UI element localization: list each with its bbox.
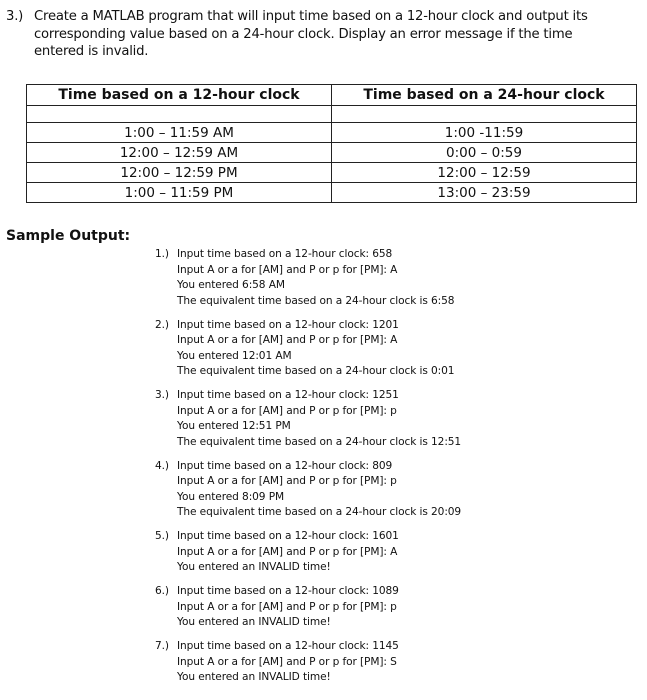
sample-item [155, 584, 635, 631]
problem-number: 3.) [6, 9, 24, 24]
problem-line: entered is invalid. [34, 44, 149, 59]
sample-number: 6.) [155, 585, 169, 597]
sample-item [155, 529, 635, 576]
sample-number: 4.) [155, 459, 169, 472]
table-spacer-row [27, 106, 637, 123]
table-header-row [27, 85, 637, 106]
sample-line: Input A or a for [AM] and P or p for [PM]: A [177, 334, 398, 346]
table-cell: 12:00 – 12:59 PM [27, 163, 332, 183]
sample-item [155, 459, 635, 521]
table-cell [332, 106, 637, 123]
sample-line: Input time based on a 12-hour clock: 1601 [177, 530, 399, 542]
sample-line: The equivalent time based on a 24-hour clock is 6:58 [177, 294, 455, 307]
table-cell: 12:00 – 12:59 AM [27, 143, 332, 163]
sample-line: The equivalent time based on a 24-hour clock is 12:51 [177, 435, 462, 448]
table-cell: 1:00 – 11:59 AM [27, 123, 332, 143]
table-row [27, 123, 637, 143]
sample-line: Input time based on a 12-hour clock: 1145 [177, 640, 399, 652]
sample-line: Input A or a for [AM] and P or p for [PM]: p [177, 600, 397, 613]
table-row [27, 163, 637, 183]
sample-line: Input A or a for [AM] and P or p for [PM]: S [177, 655, 397, 668]
table-cell: 0:00 – 0:59 [332, 143, 637, 163]
sample-line: You entered an INVALID time! [177, 616, 331, 628]
conversion-table [26, 84, 637, 203]
sample-line: You entered 12:51 PM [177, 420, 291, 432]
sample-number: 7.) [155, 640, 169, 652]
table-row [27, 143, 637, 163]
problem-statement [6, 8, 626, 61]
sample-number: 2.) [155, 318, 169, 331]
sample-item [155, 247, 635, 309]
column-header-12-hour: Time based on a 12-hour clock [27, 85, 332, 106]
sample-output-heading: Sample Output: [6, 228, 131, 244]
problem-line: corresponding value based on a 24-hour clock. Display an error message if the time [34, 26, 573, 42]
sample-line: You entered an INVALID time! [177, 671, 331, 683]
sample-number: 3.) [155, 389, 169, 401]
column-header-24-hour: Time based on a 24-hour clock [332, 85, 637, 106]
sample-line: Input A or a for [AM] and P or p for [PM]: A [177, 263, 398, 276]
sample-line: Input time based on a 12-hour clock: 1089 [177, 585, 399, 597]
sample-item [155, 318, 635, 380]
sample-line: Input time based on a 12-hour clock: 658 [177, 248, 393, 260]
sample-line: The equivalent time based on a 24-hour clock is 20:09 [177, 506, 462, 518]
sample-number: 5.) [155, 530, 169, 542]
sample-output-list [155, 247, 635, 694]
sample-item [155, 388, 635, 450]
sample-number: 1.) [155, 248, 169, 260]
sample-line: Input time based on a 12-hour clock: 1201 [177, 318, 399, 331]
sample-line: Input A or a for [AM] and P or p for [PM]: A [177, 545, 398, 558]
sample-line: You entered 8:09 PM [177, 490, 285, 503]
sample-item [155, 639, 635, 686]
table-cell: 13:00 – 23:59 [332, 183, 637, 203]
problem-line [6, 8, 626, 26]
sample-line: You entered 12:01 AM [177, 349, 292, 362]
table-cell: 1:00 – 11:59 PM [27, 183, 332, 203]
table-cell: 1:00 -11:59 [332, 123, 637, 143]
table-cell: 12:00 – 12:59 [332, 163, 637, 183]
sample-line: Input A or a for [AM] and P or p for [PM]: p [177, 404, 397, 417]
sample-line: Input time based on a 12-hour clock: 809 [177, 459, 393, 472]
table-cell [27, 106, 332, 123]
sample-line: The equivalent time based on a 24-hour clock is 0:01 [177, 365, 455, 377]
problem-text: Create a MATLAB program that will input time based on a 12-hour clock and output its [34, 9, 588, 24]
table-row [27, 183, 637, 203]
sample-line: Input A or a for [AM] and P or p for [PM]: p [177, 475, 397, 487]
sample-line: You entered 6:58 AM [177, 279, 285, 291]
sample-line: You entered an INVALID time! [177, 561, 331, 573]
sample-line: Input time based on a 12-hour clock: 1251 [177, 389, 399, 401]
